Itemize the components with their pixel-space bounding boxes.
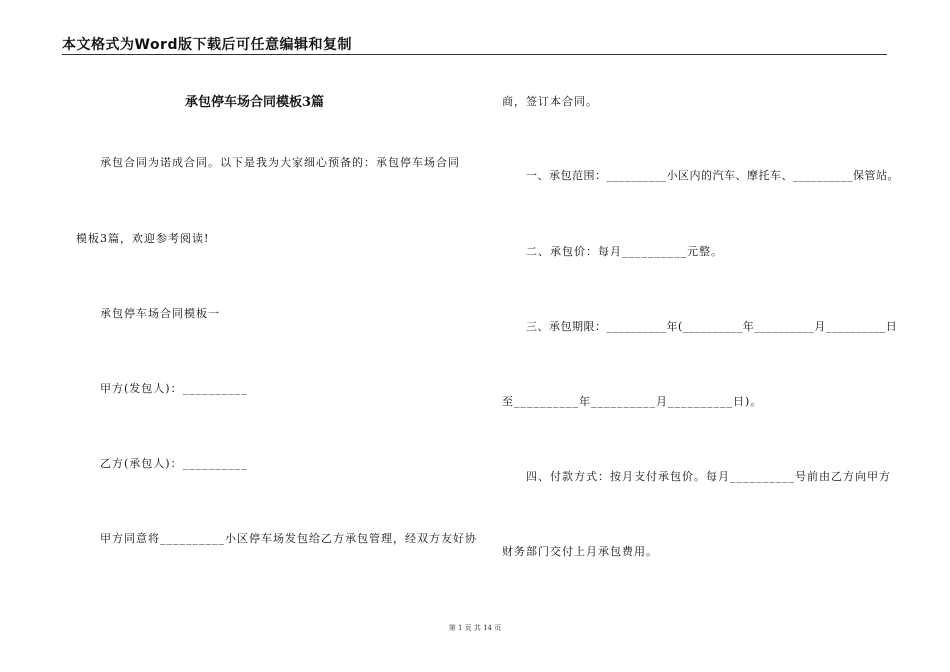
left-paragraph-line: 承包停车场合同模板一	[100, 307, 220, 320]
document-title: 承包停车场合同模板3篇	[185, 95, 325, 110]
left-paragraph-line: 承包合同为诺成合同。以下是我为大家细心预备的：承包停车场合同	[100, 156, 460, 169]
left-paragraph-line: 甲方(发包人)：__________	[100, 382, 248, 395]
header-text: 本文格式为Word版下载后可任意编辑和复制	[62, 37, 352, 53]
left-paragraph-line: 甲方同意将__________小区停车场发包给乙方承包管理，经双方友好协	[100, 532, 477, 545]
right-paragraph-line: 二、承包价：每月__________元整。	[526, 245, 723, 258]
right-paragraph-line: 财务部门交付上月承包费用。	[502, 545, 658, 558]
left-paragraph-line: 乙方(承包人)：__________	[100, 457, 248, 470]
left-paragraph-line: 模板3篇，欢迎参考阅读!	[76, 232, 210, 245]
page-header	[62, 30, 887, 55]
right-paragraph-line: 四、付款方式：按月支付承包价。每月__________号前由乙方向甲方	[526, 470, 891, 483]
right-paragraph-line: 至__________年__________月__________日)。	[502, 395, 763, 408]
page-number: 第 1 页 共 14 页	[448, 624, 502, 632]
right-paragraph-line: 商，签订本合同。	[502, 95, 598, 108]
right-paragraph-line: 一、承包范围：__________小区内的汽车、摩托车、__________保管站。	[526, 169, 899, 182]
right-paragraph-line: 三、承包期限：__________年(__________年__________月__________日	[526, 320, 898, 333]
